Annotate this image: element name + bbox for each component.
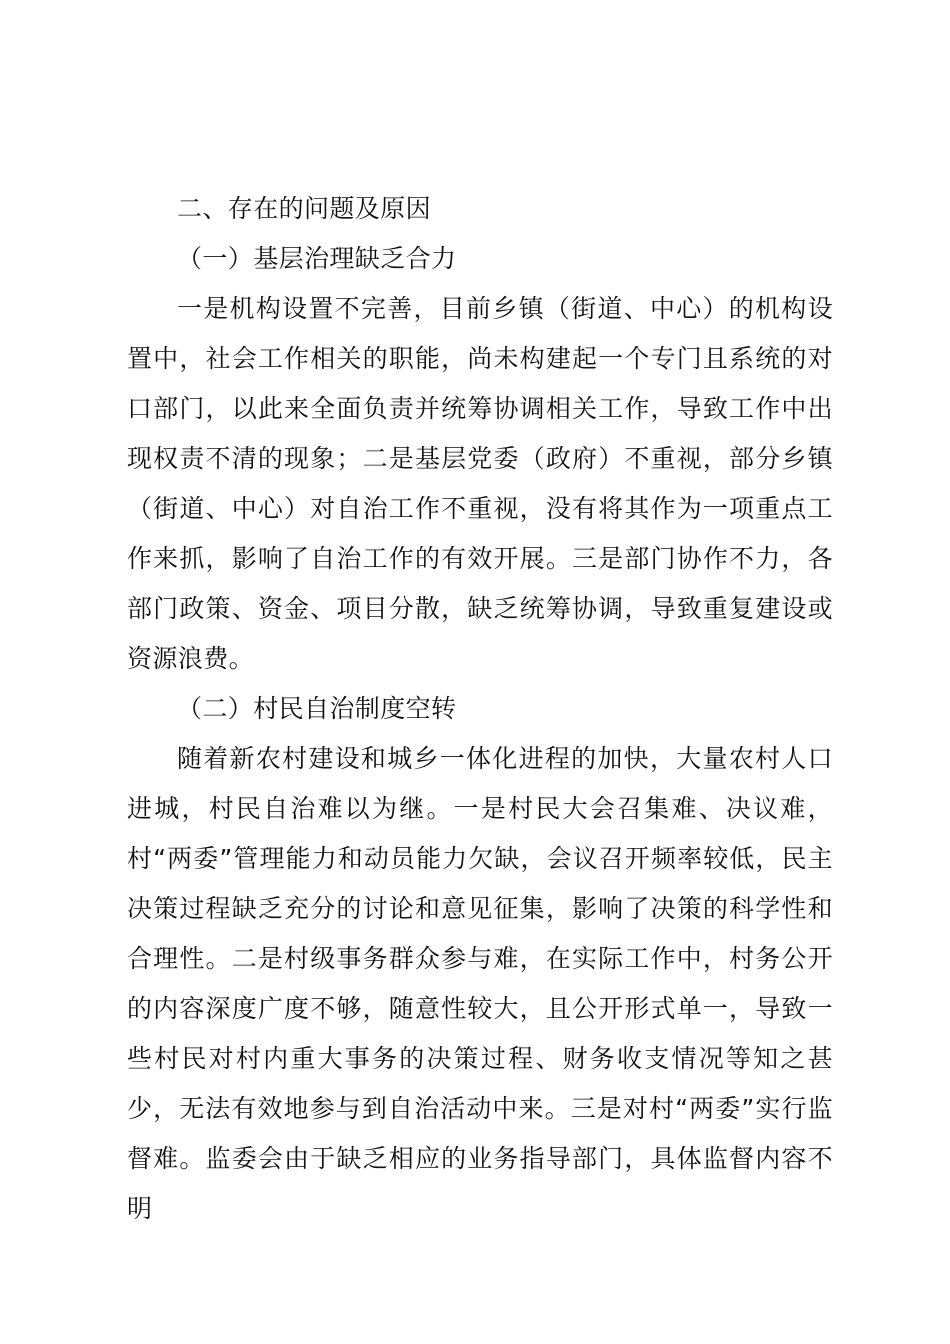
document-body [127, 184, 833, 1234]
subsection-heading-2: （二）村民自治制度空转 [177, 694, 457, 723]
paragraph-2: 随着新农村建设和城乡一体化进程的加快，大量农村人口进城，村民自治难以为继。一是村民大会召集难、决议难，村“两委”管理能力和动员能力欠缺，会议召开频率较低，民主决策过程缺乏充分的讨论和意见征集，影响了决策的科学性和合理性。二是村级事务群众参与难，在实际工作中，村务公开的内容深度广度不够，随意性较大，且公开形式单一，导致一些村民对村内重大事务的决策过程、财务收支情况等知之甚少，无法有效地参与到自治活动中来。三是对村“两委”实行监督难。监委会由于缺乏相应的业务指导部门，具体监督内容不明 [127, 744, 833, 1223]
paragraph-1: 一是机构设置不完善，目前乡镇（街道、中心）的机构设置中，社会工作相关的职能，尚未构建起一个专门且系统的对口部门，以此来全面负责并统筹协调相关工作，导致工作中出现权责不清的现象；二是基层党委（政府）不重视，部分乡镇（街道、中心）对自治工作不重视，没有将其作为一项重点工作来抓，影响了自治工作的有效开展。三是部门协作不力，各部门政策、资金、项目分散，缺乏统筹协调，导致重复建设或资源浪费。 [127, 294, 833, 673]
subsection-heading-1: （一）基层治理缺乏合力 [177, 244, 457, 273]
section-heading: 二、存在的问题及原因 [177, 194, 432, 223]
